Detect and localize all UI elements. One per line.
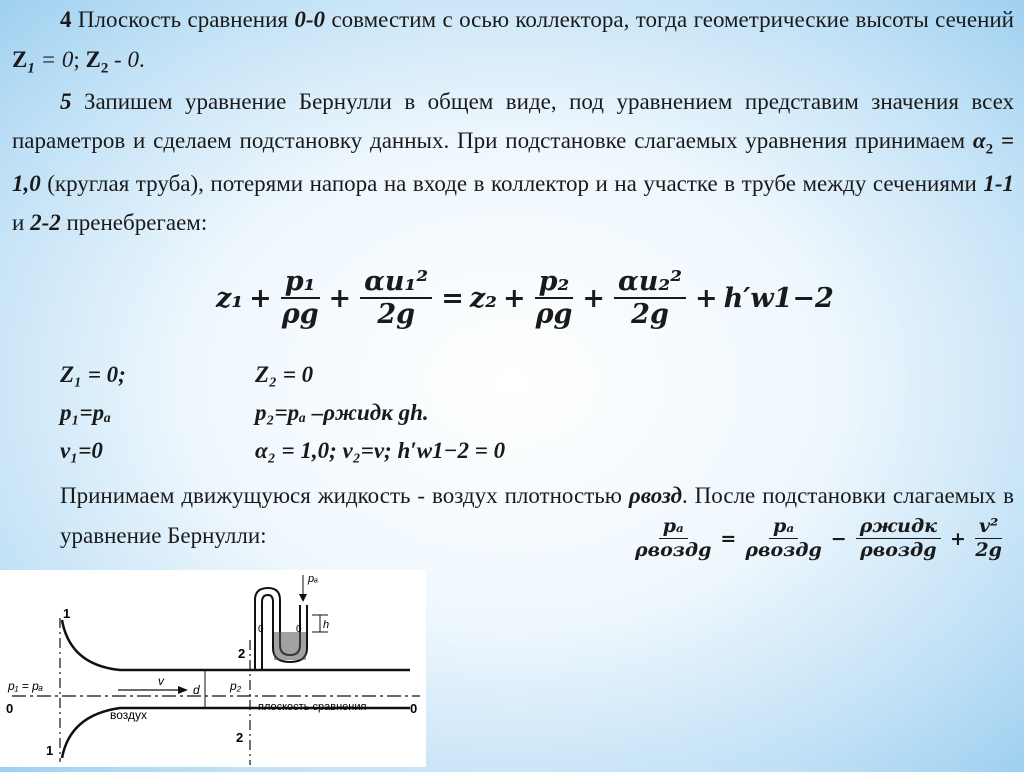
numerator: αu₁² bbox=[360, 266, 432, 299]
condition-row-1 bbox=[60, 356, 314, 394]
label-0-left: 0 bbox=[6, 701, 14, 716]
label-h: h bbox=[323, 619, 330, 631]
plus-sign: + bbox=[328, 283, 352, 315]
separator: ; bbox=[73, 46, 86, 72]
final-formula bbox=[632, 516, 1005, 562]
pa-arrowhead bbox=[299, 594, 307, 602]
z2-symbol: Z bbox=[85, 46, 101, 72]
label-1-bottom: 1 bbox=[46, 743, 54, 758]
fraction-au1 bbox=[360, 266, 432, 331]
label-d: d bbox=[193, 683, 200, 697]
text: совместим с осью коллектора, тогда геометрические высоты сечений bbox=[325, 7, 1014, 32]
p1-condition: p₁=pₐ bbox=[60, 400, 112, 425]
p2-condition: p₂=pₐ –ρжидк gh. bbox=[255, 400, 429, 425]
fraction-p2 bbox=[535, 266, 574, 331]
denominator: ρвоздg bbox=[745, 538, 822, 561]
label-1-top: 1 bbox=[63, 606, 71, 621]
label-pa: pₐ bbox=[308, 573, 319, 585]
fraction-rho-liq bbox=[856, 516, 941, 562]
slide-text bbox=[12, 0, 1014, 243]
z2-term: z₂ bbox=[469, 283, 497, 315]
numerator: pₐ bbox=[769, 516, 798, 539]
text: и bbox=[12, 210, 31, 236]
alpha-v-condition: α₂ = 1,0; v₂=v; h′w1−2 = 0 bbox=[255, 438, 506, 463]
equals-sign: = bbox=[441, 283, 464, 315]
z1-symbol: Z bbox=[12, 46, 28, 72]
numerator: p₁ bbox=[281, 266, 320, 299]
label-0-right: 0 bbox=[410, 701, 418, 716]
alpha-value: = 1,0 bbox=[12, 128, 1014, 196]
condition-row-2 bbox=[60, 394, 429, 432]
z1-term: z₁ bbox=[216, 283, 244, 315]
z2-value: - 0 bbox=[108, 46, 139, 72]
label-v: v bbox=[158, 674, 164, 688]
plus-sign: + bbox=[695, 283, 718, 315]
denominator: ρg bbox=[535, 299, 573, 331]
z2-condition: Z₂ = 0 bbox=[255, 362, 314, 387]
z1-value: = 0 bbox=[34, 46, 74, 72]
flow-arrowhead bbox=[178, 686, 188, 694]
denominator: ρвоздg bbox=[860, 538, 937, 561]
minus-sign: − bbox=[830, 527, 847, 550]
plus-sign: + bbox=[249, 283, 272, 315]
period: . bbox=[138, 46, 145, 72]
conditions-block bbox=[60, 356, 506, 470]
text: Запишем уравнение Бернулли в общем виде, под уравнением представим значения всех параметров и сделаем подстановку данных. При подстановке слагаемых уравнения принимаем bbox=[12, 88, 1014, 154]
text: . После подстановки слагаемых в уравнение Бернулли: bbox=[60, 483, 1014, 548]
denominator: ρg bbox=[281, 299, 319, 331]
z1-sub: 1 bbox=[27, 60, 35, 77]
fraction-p1 bbox=[281, 266, 320, 331]
head-loss-term: h′w1−2 bbox=[723, 283, 834, 315]
paragraph-5 bbox=[12, 82, 1014, 243]
bernoulli-equation bbox=[216, 266, 834, 331]
text: (круглая труба), потерями напора на входе в коллектор и на участке в трубе между сечениями bbox=[40, 170, 984, 196]
collector-diagram bbox=[0, 570, 426, 767]
equals-sign: = bbox=[720, 527, 737, 550]
plus-sign: + bbox=[582, 283, 605, 315]
text: пренебрегаем: bbox=[60, 210, 208, 236]
rho-air: ρвозд bbox=[628, 483, 682, 508]
plus-sign: + bbox=[503, 283, 526, 315]
alpha-sub: 2 bbox=[985, 142, 994, 158]
z2-sub: 2 bbox=[100, 60, 109, 77]
collector-top-wall bbox=[62, 620, 410, 670]
label-zero-left: 0 bbox=[258, 624, 264, 635]
manometer-liquid bbox=[274, 632, 306, 660]
text: Плоскость сравнения bbox=[71, 7, 295, 32]
condition-row-3 bbox=[60, 432, 506, 470]
label-p2: p₂ bbox=[230, 679, 242, 693]
step-number-5: 5 bbox=[60, 88, 72, 114]
plus-sign: + bbox=[950, 527, 966, 550]
alpha-symbol: α bbox=[972, 128, 986, 154]
denominator: 2g bbox=[975, 538, 1002, 561]
text: Принимаем движущуюся жидкость - воздух плотностью bbox=[60, 483, 629, 508]
numerator: pₐ bbox=[659, 516, 688, 539]
v1-condition: v₁=0 bbox=[60, 438, 103, 463]
denominator: 2g bbox=[377, 299, 415, 331]
label-zero-right: 0 bbox=[296, 624, 302, 635]
numerator: ρжидк bbox=[856, 516, 941, 539]
numerator: p₂ bbox=[535, 266, 574, 299]
fraction-au2 bbox=[614, 266, 686, 331]
label-comparison-plane: плоскость сравнения bbox=[258, 701, 367, 713]
label-2-top: 2 bbox=[238, 646, 246, 661]
section-2-2: 2-2 bbox=[30, 210, 61, 236]
label-air: воздух bbox=[110, 708, 148, 722]
fraction-v2 bbox=[975, 516, 1002, 562]
denominator: 2g bbox=[631, 299, 669, 331]
collector-svg bbox=[0, 570, 426, 767]
numerator: αu₂² bbox=[614, 266, 686, 299]
label-2-bottom: 2 bbox=[236, 730, 244, 745]
section-1-1: 1-1 bbox=[983, 170, 1014, 196]
fraction-pa bbox=[635, 516, 711, 562]
step-number-4: 4 bbox=[60, 7, 72, 32]
numerator: v² bbox=[975, 516, 1002, 539]
paragraph-4 bbox=[12, 0, 1014, 82]
z1-condition: Z₁ = 0; bbox=[60, 362, 126, 387]
label-p1-pa: p₁ = pₐ bbox=[8, 679, 44, 693]
denominator: ρвоздg bbox=[635, 538, 712, 561]
plane-label: 0-0 bbox=[294, 7, 326, 32]
fraction-pa-2 bbox=[745, 516, 821, 562]
